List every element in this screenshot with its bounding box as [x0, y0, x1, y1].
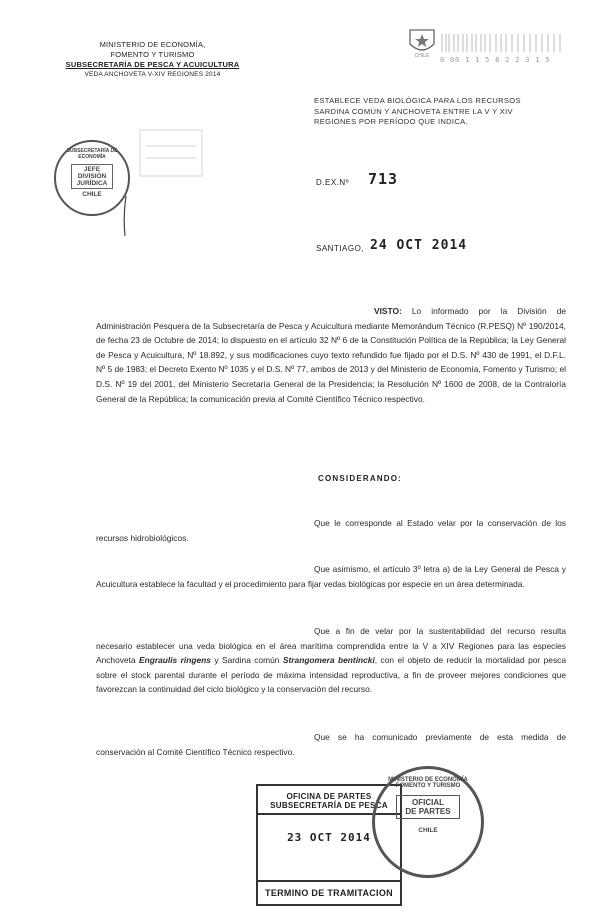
decree-label: D.EX.Nº — [316, 178, 350, 187]
considerando-p1: Que le corresponde al Estado velar por la conservación de los recursos hidrobiológicos. — [96, 518, 566, 543]
handwritten-mark — [122, 196, 128, 236]
stamp-footer: TERMINO DE TRAMITACION — [258, 880, 400, 904]
visto-paragraph — [96, 304, 566, 406]
considerando-p3 — [96, 624, 566, 697]
subsecretaria-line: SUBSECRETARÍA DE PESCA Y ACUICULTURA — [65, 60, 240, 69]
barcode — [440, 32, 570, 54]
seal-right-bottom: CHILE — [418, 827, 438, 834]
p3-text-c: , con el objeto de reducir la mortalidad por pesca sobre el stock parental durante el período de máxima intensidad reproductiva, a fin de proveer mejores condiciones que favorezcan la continuidad del ciclo biológico y la conservación del recurso. — [96, 655, 566, 695]
stamp-line-1: OFICINA DE PARTES — [286, 792, 372, 801]
subject-line-1: ESTABLECE VEDA BIOLÓGICA PARA LOS RECURSOS — [314, 96, 521, 105]
seal-center-2: DIVISIÓN — [77, 173, 107, 180]
seal-right-center — [396, 795, 460, 819]
decree-subject — [314, 96, 574, 128]
place-label: SANTIAGO, — [316, 244, 365, 253]
letterhead — [45, 40, 260, 80]
subject-line-2: SARDINA COMÚN Y ANCHOVETA ENTRE LA V Y XIV — [314, 106, 513, 116]
oficial-partes-seal — [372, 766, 484, 878]
considerando-p2: Que asimismo, el artículo 3º letra a) de la Ley General de Pesca y Acuicultura establece la facultad y el procedimiento para fijar vedas biológicas por especie en un área determinada. — [96, 564, 566, 589]
species-anchoveta: Engraulis ringens — [139, 655, 211, 666]
p3-text-a: Que a fin de velar por la sustentabilidad del recurso resulta necesario establecer una veda biológica en el área marítima comprendida entre la V a XIV Regiones para las especies Anchoveta — [96, 626, 566, 666]
svg-text:CHILE: CHILE — [414, 53, 430, 59]
decree-date: 24 OCT 2014 — [370, 238, 468, 253]
ministry-line: MINISTERIO DE ECONOMÍA, — [99, 40, 206, 49]
considerando-heading: CONSIDERANDO: — [318, 474, 403, 483]
subject-line-3: REGIONES POR PERÍODO QUE INDICA. — [314, 117, 468, 126]
visto-label: VISTO: — [374, 306, 402, 316]
visto-text: Lo informado por la División de Administración Pesquera de la Subsecretaría de Pesca y Acuicultura mediante Memorándum Técnico (R.PESQ) Nº 190/2014, de fecha 23 de Octubre de 2014; lo dispuesto en el artículo 32 Nº 6 de la Constitución Política de la República; la Ley General de Pesca y Acuicultura, Nº 18.892, y sus modificaciones cuyo texto refundido fue fijado por el D.S. Nº 430 de 1991, el D.F.L. Nº 5 de 1983; el Decreto Exento Nº 1035 y el D.S. Nº 77, ambos de 2013 y del Ministerio de Economía, Fomento y Turismo; el D.S. Nº 19 del 2001, del Ministerio Secretaría General de la Presidencia; la Resolución Nº 1600 de 2008, de la Contraloría General de la República; la comunicación previa al Comité Científico Técnico respectivo. — [96, 306, 567, 404]
seal-ring-text: SUBSECRETARÍA DE ECONOMÍA — [66, 148, 118, 160]
folio-number: 0 00 1 1 5 8 2 2 3 1 5 — [440, 56, 551, 64]
seal-bottom: CHILE — [82, 191, 102, 198]
seal-center-3: JURÍDICA — [76, 180, 108, 187]
p3-text-b: y Sardina común — [214, 655, 280, 666]
considerando-p4: Que se ha comunicado previamente de esta medida de conservación al Comité Científico Técnico respectivo. — [96, 732, 566, 757]
seal-center — [71, 164, 113, 189]
decree-number: 713 — [368, 170, 399, 188]
division-juridica-seal — [54, 140, 130, 216]
seal-center-1: JEFE — [83, 166, 101, 173]
seal-right-ring: MINISTERIO DE ECONOMÍA FOMENTO Y TURISMO — [388, 777, 468, 789]
species-sardina: Strangomera bentincki — [282, 655, 375, 666]
seal-right-center-2: DE PARTES — [405, 807, 451, 816]
stamp-line-2: SUBSECRETARÍA DE PESCA — [258, 801, 400, 815]
faint-stamp-mark — [138, 128, 204, 178]
stamp-date: 23 OCT 2014 — [287, 831, 371, 844]
ministry-line-2: FOMENTO Y TURISMO — [110, 50, 195, 59]
crest-icon — [402, 24, 442, 60]
veda-line: VEDA ANCHOVETA V-XIV REGIONES 2014 — [84, 71, 221, 78]
seal-right-center-1: OFICIAL — [412, 798, 444, 807]
